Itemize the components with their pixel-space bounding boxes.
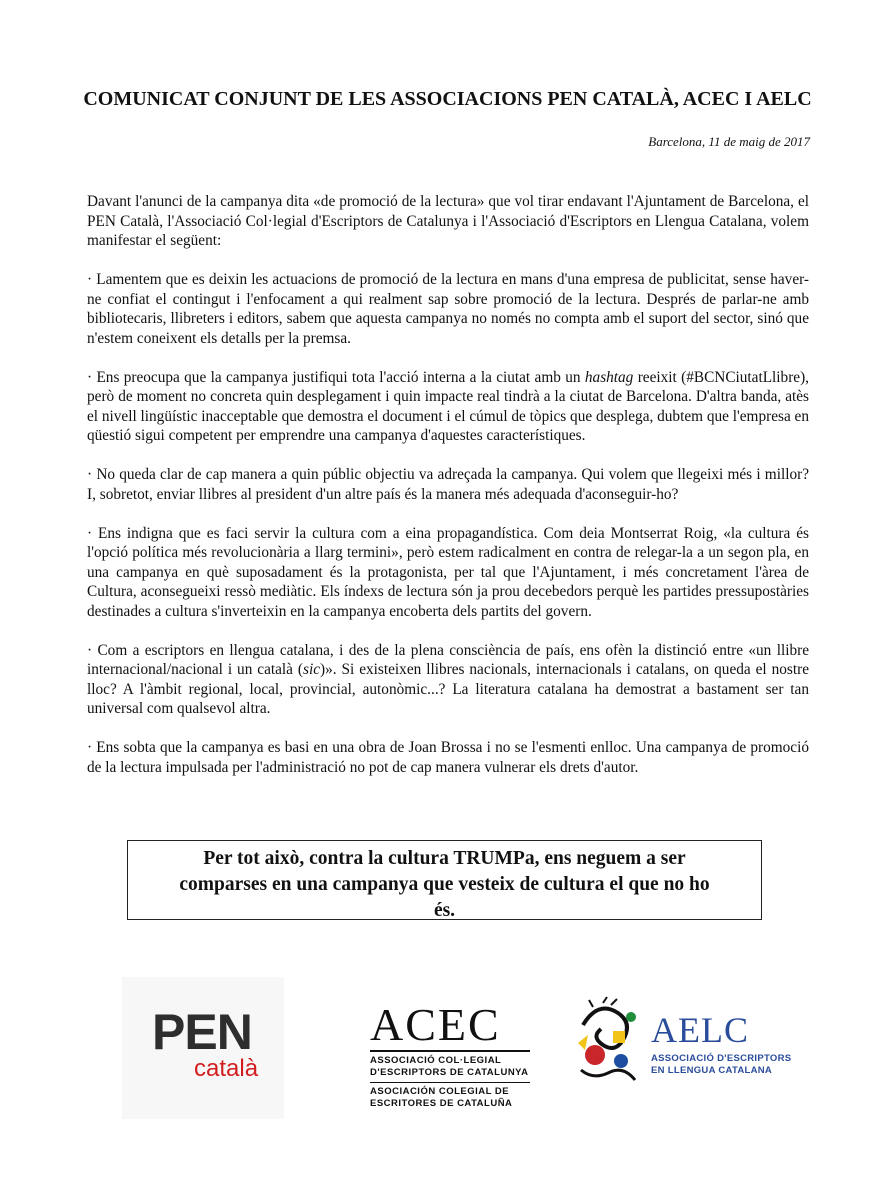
aelc-miro-artwork-icon [573,995,643,1090]
point-paragraph-1: · Lamentem que es deixin les actuacions de promoció de la lectura en mans d'una empresa de publicitat, sense haver-ne confiat el contingut i l'enfocament a qui realment sap sobre promoció de la lectura. Després de parlar-ne amb bibliotecaris, llibreters i editors, sabem que aquesta campanya no només no compta amb el suport del sector, sinó que n'estem coneixent els detalls per la premsa. [87,271,809,347]
intro-paragraph: Davant l'anunci de la campanya dita «de promoció de la lectura» que vol tirar endavant l'Ajuntament de Barcelona, el PEN Català, l'Associació Col·legial d'Escriptors de Catalunya i l'Associació d'Escriptors en Llengua Catalana, volem manifestar el següent: [87,193,809,249]
acec-logo-line3: ASOCIACIÓN COLEGIAL DE [370,1082,530,1098]
point-paragraph-2 [87,368,809,446]
document-date: Barcelona, 11 de maig de 2017 [648,134,810,149]
document-title: COMUNICAT CONJUNT DE LES ASSOCIACIONS PEN CATALÀ, ACEC I AELC [83,88,812,110]
acec-logo-divider [370,1050,530,1052]
conclusion-box: Per tot això, contra la cultura TRUMPa, ens neguem a ser comparses en una campanya que vesteix de cultura el que no ho és. [127,840,762,920]
pen-catala-logo [122,977,284,1119]
pen-logo-name: PEN [152,1004,252,1060]
point-paragraph-6: · Ens sobta que la campanya es basi en una obra de Joan Brossa i no se l'esmenti enlloc. Una campanya de promoció de la lectura impulsada per l'administració no pot de cap manera vulnerar els drets d'autor. [87,739,809,776]
p5-text-b: )». Si existeixen llibres nacionals, internacionals i catalans, on queda el nostre lloc? A l'àmbit regional, local, provincial, autonòmic...? La literatura catalana ha demostrat a bastament ser tan universal com qualsevol altra. [87,661,809,717]
point-paragraph-4: · Ens indigna que es faci servir la cultura com a eina propagandística. Com deia Montserrat Roig, «la cultura és l'opció política més revolucionària a llarg termini», però estem radicalment en contra de relegar-la a un segon pla, en una campanya en què suposadament és la protagonista, per tal que l'Ajuntament, i més concretament l'àrea de Cultura, aconsegueixi ressò mediàtic. Els índexs de lectura són ja prou decebedors perquè les partides pressupostàries destinades a cultura s'inverteixin en la campanya encoberta dels partits del govern. [87,524,809,620]
p5-sic-emphasis: sic [303,661,321,678]
aelc-logo-name: AELC [651,1010,749,1050]
p2-hashtag-emphasis: hashtag [584,368,634,386]
acec-logo [370,999,530,1110]
p5-text-a: · Com a escriptors en llengua catalana, i des de la plena consciència de país, ens ofèn la distinció entre «un llibre internacional/nacional i un català ( [87,641,809,678]
acec-logo-name: ACEC [370,999,501,1050]
point-paragraph-3: · No queda clar de cap manera a quin públic objectiu va adreçada la campanya. Qui volem que llegeixi més i millor? I, sobretot, enviar llibres al president d'un altre país és la manera més adequada d'aconseguir-ho? [87,466,809,503]
document-body [87,192,809,797]
p2-text-b: reeixit (#BCNCiutatLlibre), però de moment no concreta quin desplegament i quin impacte real tindrà a la ciutat de Barcelona. D'altra banda, atès el nivell lingüístic inacceptable que demostra el document i el cúmul de tòpics que desplega, dubtem que l'empresa en qüestió sigui competent per emprendre una campanya d'aquestes característiques. [87,368,810,444]
aelc-logo [573,995,813,1095]
acec-logo-line1: ASSOCIACIÓ COL·LEGIAL [370,1055,502,1066]
aelc-logo-line1: ASSOCIACIÓ D'ESCRIPTORS [651,1053,792,1064]
pen-logo-sub: català [194,1055,259,1082]
acec-logo-line4: ESCRITORES DE CATALUÑA [370,1098,513,1109]
aelc-logo-subtitle [651,1053,791,1077]
aelc-logo-line2: EN LLENGUA CATALANA [651,1065,773,1076]
p2-text-a: · Ens preocupa que la campanya justifiqui tota l'acció interna a la ciutat amb un [87,368,585,386]
acec-logo-line2: D'ESCRIPTORS DE CATALUNYA [370,1067,529,1078]
point-paragraph-5 [87,641,809,719]
